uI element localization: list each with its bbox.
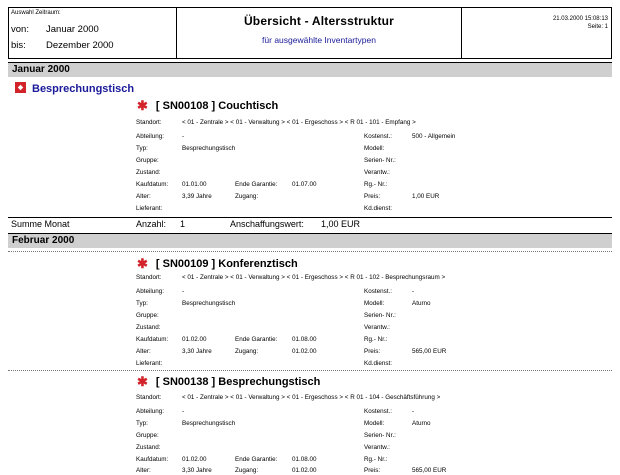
label-verantw: Verantw.: xyxy=(364,324,390,331)
label-kd: Kd.dienst: xyxy=(364,360,393,367)
summary-wert-value: 1,00 EUR xyxy=(321,219,361,229)
bis-label: bis: xyxy=(11,40,26,51)
category-heading xyxy=(15,82,134,95)
label-abteilung: Abteilung: xyxy=(136,133,165,140)
value-alter: 3,39 Jahre xyxy=(182,193,212,200)
summary-label: Summe Monat xyxy=(11,219,70,229)
value-ende-garantie: 01.07.00 xyxy=(292,181,317,188)
label-lieferant: Lieferant: xyxy=(136,360,163,367)
summary-anzahl-label: Anzahl: xyxy=(136,219,167,229)
value-alter: 3,30 Jahre xyxy=(182,348,212,355)
label-zugang: Zugang: xyxy=(235,467,259,474)
category-icon xyxy=(15,82,26,93)
value-kostenst: - xyxy=(412,408,415,415)
value-preis: 565,00 EUR xyxy=(412,467,447,474)
label-kostenst: Kostenst.: xyxy=(364,288,393,295)
label-preis: Preis: xyxy=(364,193,381,200)
date-range-box xyxy=(9,8,177,58)
value-abteilung: - xyxy=(182,288,185,295)
value-kaufdatum: 01.02.00 xyxy=(182,336,207,343)
title-box xyxy=(177,8,462,58)
value-abteilung: - xyxy=(182,408,185,415)
label-gruppe: Gruppe: xyxy=(136,157,159,164)
range-label: Auswahl Zeitraum: xyxy=(11,10,61,16)
value-kaufdatum: 01.02.00 xyxy=(182,456,207,463)
value-zugang: 01.02.00 xyxy=(292,467,317,474)
value-typ: Besprechungstisch xyxy=(182,145,236,152)
label-typ: Typ: xyxy=(136,420,148,427)
von-label: von: xyxy=(11,24,29,35)
report-header xyxy=(8,7,612,59)
asset-heading-text: [ SN00109 ] Konferenztisch xyxy=(155,258,298,270)
asset-heading xyxy=(137,256,298,272)
summary-anzahl-value: 1 xyxy=(180,219,186,229)
value-preis: 1,00 EUR xyxy=(412,193,440,200)
label-ende-garantie: Ende Garantie: xyxy=(235,336,278,343)
bis-value: Dezember 2000 xyxy=(46,40,114,51)
value-modell: Aturno xyxy=(412,300,431,307)
value-alter: 3,30 Jahre xyxy=(182,467,212,474)
label-rg: Rg.- Nr.: xyxy=(364,181,388,188)
gear-icon: ✱ xyxy=(137,98,148,113)
label-modell: Modell: xyxy=(364,145,385,152)
print-timestamp: 21.03.2000 15:08:13 xyxy=(552,16,608,22)
label-alter: Alter: xyxy=(136,348,151,355)
label-kostenst: Kostenst.: xyxy=(364,133,393,140)
label-zugang: Zugang: xyxy=(235,193,259,200)
von-value: Januar 2000 xyxy=(46,24,99,35)
label-preis: Preis: xyxy=(364,467,381,474)
summary-wert-label: Anschaffungswert: xyxy=(230,219,304,229)
label-zugang: Zugang: xyxy=(235,348,259,355)
asset-heading-text: [ SN00108 ] Couchtisch xyxy=(155,100,279,112)
value-kaufdatum: 01.01.00 xyxy=(182,181,207,188)
label-alter: Alter: xyxy=(136,467,151,474)
label-abteilung: Abteilung: xyxy=(136,408,165,415)
label-preis: Preis: xyxy=(364,348,381,355)
value-ende-garantie: 01.08.00 xyxy=(292,336,317,343)
month-summary xyxy=(8,217,612,230)
label-standort: Standort: xyxy=(136,394,162,401)
value-standort: < 01 - Zentrale > < 01 - Verwaltung > < 01 - Ergeschoss > < R 01 - 101 - Empfang > xyxy=(182,119,416,126)
label-standort: Standort: xyxy=(136,119,162,126)
label-typ: Typ: xyxy=(136,300,148,307)
value-kostenst: 500 - Allgemein xyxy=(412,133,456,140)
label-kostenst: Kostenst.: xyxy=(364,408,393,415)
label-kaufdatum: Kaufdatum: xyxy=(136,336,169,343)
asset-heading xyxy=(137,374,320,390)
meta-box xyxy=(462,8,611,58)
value-ende-garantie: 01.08.00 xyxy=(292,456,317,463)
label-gruppe: Gruppe: xyxy=(136,432,159,439)
label-gruppe: Gruppe: xyxy=(136,312,159,319)
label-modell: Modell: xyxy=(364,420,385,427)
label-zustand: Zustand: xyxy=(136,169,161,176)
label-ende-garantie: Ende Garantie: xyxy=(235,456,278,463)
report-subtitle: für ausgewählte Inventartypen xyxy=(262,35,376,45)
label-rg: Rg.- Nr.: xyxy=(364,456,388,463)
label-verantw: Verantw.: xyxy=(364,169,390,176)
month-band: Februar 2000 xyxy=(8,233,612,248)
label-typ: Typ: xyxy=(136,145,148,152)
page-number: Seite: 1 xyxy=(587,24,608,30)
value-zugang: 01.02.00 xyxy=(292,348,317,355)
gear-icon: ✱ xyxy=(137,256,148,271)
label-modell: Modell: xyxy=(364,300,385,307)
label-alter: Alter: xyxy=(136,193,151,200)
label-zustand: Zustand: xyxy=(136,444,161,451)
label-serien: Serien- Nr.: xyxy=(364,432,396,439)
value-standort: < 01 - Zentrale > < 01 - Verwaltung > < 01 - Ergeschoss > < R 01 - 102 - Besprechungsraum > xyxy=(182,274,446,281)
value-typ: Besprechungstisch xyxy=(182,420,236,427)
value-kostenst: - xyxy=(412,288,415,295)
divider xyxy=(8,370,612,371)
divider xyxy=(8,251,612,252)
label-serien: Serien- Nr.: xyxy=(364,157,396,164)
label-rg: Rg.- Nr.: xyxy=(364,336,388,343)
label-standort: Standort: xyxy=(136,274,162,281)
label-zustand: Zustand: xyxy=(136,324,161,331)
category-label: Besprechungstisch xyxy=(32,83,135,95)
value-typ: Besprechungstisch xyxy=(182,300,236,307)
asset-heading-text: [ SN00138 ] Besprechungstisch xyxy=(155,376,321,388)
label-verantw: Verantw.: xyxy=(364,444,390,451)
month-band: Januar 2000 xyxy=(8,62,612,77)
value-standort: < 01 - Zentrale > < 01 - Verwaltung > < 01 - Ergeschoss > < R 01 - 104 - Geschäftsführung > xyxy=(182,394,441,401)
label-kaufdatum: Kaufdatum: xyxy=(136,456,169,463)
label-lieferant: Lieferant: xyxy=(136,205,163,212)
value-preis: 565,00 EUR xyxy=(412,348,447,355)
report-title: Übersicht - Altersstruktur xyxy=(243,14,395,28)
label-ende-garantie: Ende Garantie: xyxy=(235,181,278,188)
value-modell: Aturno xyxy=(412,420,431,427)
label-kd: Kd.dienst: xyxy=(364,205,393,212)
label-kaufdatum: Kaufdatum: xyxy=(136,181,169,188)
asset-heading xyxy=(137,98,278,114)
gear-icon: ✱ xyxy=(137,374,148,389)
label-serien: Serien- Nr.: xyxy=(364,312,396,319)
value-abteilung: - xyxy=(182,133,185,140)
label-abteilung: Abteilung: xyxy=(136,288,165,295)
